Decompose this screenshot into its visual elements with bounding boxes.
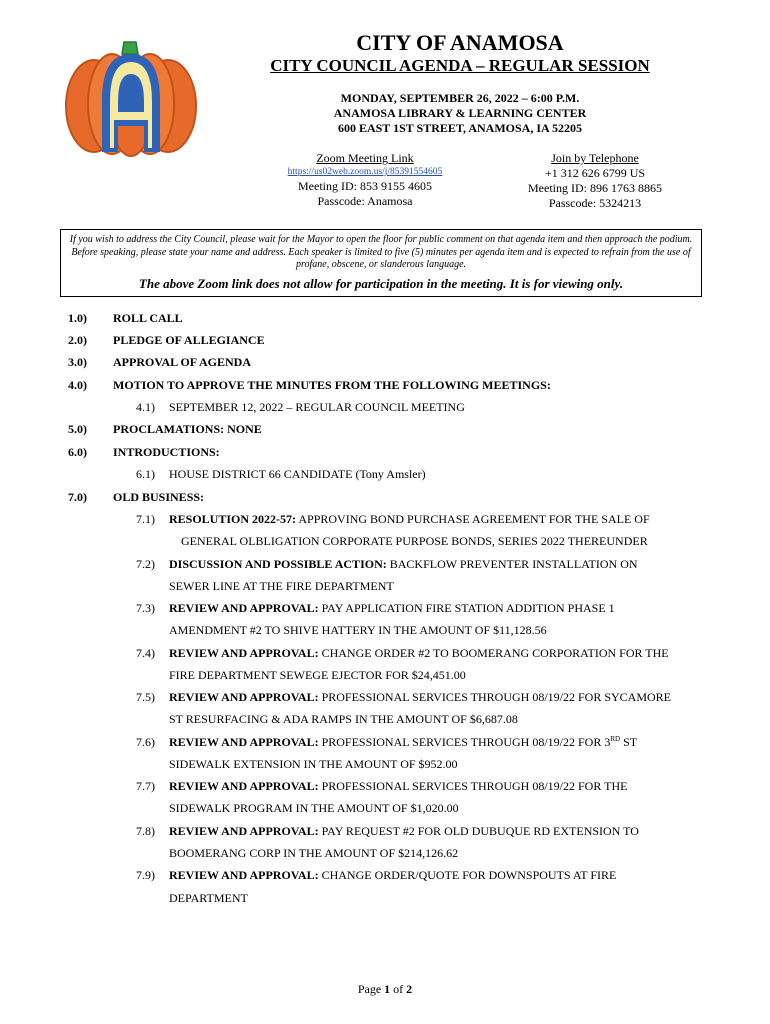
page-total: 2 [406, 982, 413, 996]
subitem-number: 7.3) [136, 601, 155, 615]
page-number: 1 [384, 982, 391, 996]
subitem-number: 6.1) [136, 467, 155, 481]
subitem-number: 7.5) [136, 690, 155, 704]
subitem-label: REVIEW AND APPROVAL: [169, 824, 319, 838]
page-footer [0, 982, 770, 997]
agenda-title: CITY COUNCIL AGENDA – REGULAR SESSION [270, 56, 650, 75]
page-of-label: of [390, 982, 407, 996]
pumpkin-stem [122, 42, 138, 54]
subitem-continuation: DEPARTMENT [169, 891, 248, 905]
section-number: 3.0) [68, 355, 87, 369]
subitem-continuation: AMENDMENT #2 TO SHIVE HATTERY IN THE AMOUNT OF $11,128.56 [169, 623, 547, 637]
subitem-desc: PAY APPLICATION FIRE STATION ADDITION PHASE 1 [318, 601, 615, 615]
section-title: INTRODUCTIONS: [113, 445, 220, 459]
subitem-text: SEPTEMBER 12, 2022 – REGULAR COUNCIL MEETING [169, 400, 465, 414]
subitem-number: 7.8) [136, 824, 155, 838]
subitem-continuation: SIDEWALK EXTENSION IN THE AMOUNT OF $952.00 [169, 757, 458, 771]
subitem-continuation: SIDEWALK PROGRAM IN THE AMOUNT OF $1,020.00 [169, 801, 459, 815]
subitem-text [169, 690, 671, 705]
telephone-number: +1 312 626 6799 US [544, 166, 646, 180]
section-title: ROLL CALL [113, 311, 183, 325]
section-number: 7.0) [68, 490, 87, 504]
subitem-number: 7.9) [136, 868, 155, 882]
subitem-label: RESOLUTION 2022-57: [169, 512, 297, 526]
section-number: 2.0) [68, 333, 87, 347]
section-title: OLD BUSINESS: [113, 490, 205, 504]
zoom-heading: Zoom Meeting Link [316, 151, 414, 165]
subitem-continuation: SEWER LINE AT THE FIRE DEPARTMENT [169, 579, 394, 593]
subitem-number: 7.4) [136, 646, 155, 660]
subitem-desc: PAY REQUEST #2 FOR OLD DUBUQUE RD EXTENSION TO [318, 824, 639, 838]
telephone-passcode: Passcode: 5324213 [548, 196, 642, 210]
subitem-number: 7.6) [136, 735, 155, 749]
section-title: PLEDGE OF ALLEGIANCE [113, 333, 265, 347]
subitem-text [169, 646, 669, 661]
page-label: Page [357, 982, 385, 996]
subitem-text: HOUSE DISTRICT 66 CANDIDATE (Tony Amsler) [169, 467, 426, 481]
subitem-continuation: FIRE DEPARTMENT SEWEGE EJECTOR FOR $24,451.00 [169, 668, 466, 682]
zoom-passcode: Passcode: Anamosa [317, 194, 413, 208]
subitem-label: REVIEW AND APPROVAL: [169, 646, 319, 660]
subitem-text [169, 824, 639, 839]
subitem-number: 7.7) [136, 779, 155, 793]
notice-text: If you wish to address the City Council, please wait for the Mayor to open the floor for public comment on that agenda item and then approach the podium. Before speaking, please state your name and address. Each speaker is limited to five (5) minutes per agenda item and is expected to refrain from the use of profane, obscene, or slanderous language. [69, 234, 693, 270]
subitem-text [169, 512, 650, 527]
subitem-desc: PROFESSIONAL SERVICES THROUGH 08/19/22 FOR 3 [318, 735, 611, 749]
section-title: MOTION TO APPROVE THE MINUTES FROM THE FOLLOWING MEETINGS: [113, 378, 551, 392]
subitem-continuation: BOOMERANG CORP IN THE AMOUNT OF $214,126.62 [169, 846, 459, 860]
subitem-number: 7.2) [136, 557, 155, 571]
pumpkin-logo [62, 40, 200, 160]
subitem-label: REVIEW AND APPROVAL: [169, 735, 319, 749]
subitem-text [169, 735, 637, 750]
public-comment-notice [60, 229, 702, 297]
subitem-number: 4.1) [136, 400, 155, 414]
subitem-label: REVIEW AND APPROVAL: [169, 690, 319, 704]
zoom-link[interactable]: https://us02web.zoom.us/j/85391554605 [287, 167, 443, 177]
subitem-label: REVIEW AND APPROVAL: [169, 868, 319, 882]
meeting-details [230, 91, 690, 136]
subitem-desc-tail: ST [620, 735, 638, 749]
meeting-address: 600 EAST 1ST STREET, ANAMOSA, IA 52205 [337, 121, 583, 135]
ordinal-suffix: RD [610, 735, 621, 743]
subitem-desc: PROFESSIONAL SERVICES THROUGH 08/19/22 FOR SYCAMORE [318, 690, 672, 704]
subitem-label: REVIEW AND APPROVAL: [169, 601, 319, 615]
subitem-desc: CHANGE ORDER/QUOTE FOR DOWNSPOUTS AT FIRE [318, 868, 617, 882]
subitem-text [169, 868, 616, 883]
telephone-meeting-id: Meeting ID: 896 1763 8865 [528, 181, 662, 195]
telephone-info [495, 151, 695, 211]
subitem-number: 7.1) [136, 512, 155, 526]
section-number: 6.0) [68, 445, 87, 459]
subitem-desc: BACKFLOW PREVENTER INSTALLATION ON [386, 557, 638, 571]
subitem-desc: APPROVING BOND PURCHASE AGREEMENT FOR THE SALE OF [296, 512, 650, 526]
subitem-text [169, 601, 615, 616]
subitem-desc: CHANGE ORDER #2 TO BOOMERANG CORPORATION FOR THE [318, 646, 669, 660]
meeting-date: MONDAY, SEPTEMBER 26, 2022 – 6:00 P.M. [340, 91, 580, 105]
subitem-desc: PROFESSIONAL SERVICES THROUGH 08/19/22 FOR THE [318, 779, 628, 793]
subitem-label: DISCUSSION AND POSSIBLE ACTION: [169, 557, 387, 571]
city-title: CITY OF ANAMOSA [356, 30, 564, 55]
section-number: 1.0) [68, 311, 87, 325]
telephone-heading: Join by Telephone [551, 151, 639, 165]
section-number: 4.0) [68, 378, 87, 392]
subitem-label: REVIEW AND APPROVAL: [169, 779, 319, 793]
section-title: PROCLAMATIONS: NONE [113, 422, 262, 436]
subitem-continuation: GENERAL OLBLIGATION CORPORATE PURPOSE BONDS, SERIES 2022 THEREUNDER [181, 534, 648, 548]
section-number: 5.0) [68, 422, 87, 436]
zoom-meeting-id: Meeting ID: 853 9155 4605 [298, 179, 432, 193]
subitem-text [169, 557, 638, 572]
notice-emphasis: The above Zoom link does not allow for participation in the meeting. It is for viewing only. [138, 275, 624, 291]
meeting-venue: ANAMOSA LIBRARY & LEARNING CENTER [333, 106, 587, 120]
zoom-info [240, 151, 490, 209]
subitem-text [169, 779, 627, 794]
subitem-continuation: ST RESURFACING & ADA RAMPS IN THE AMOUNT OF $6,687.08 [169, 712, 518, 726]
section-title: APPROVAL OF AGENDA [113, 355, 252, 369]
